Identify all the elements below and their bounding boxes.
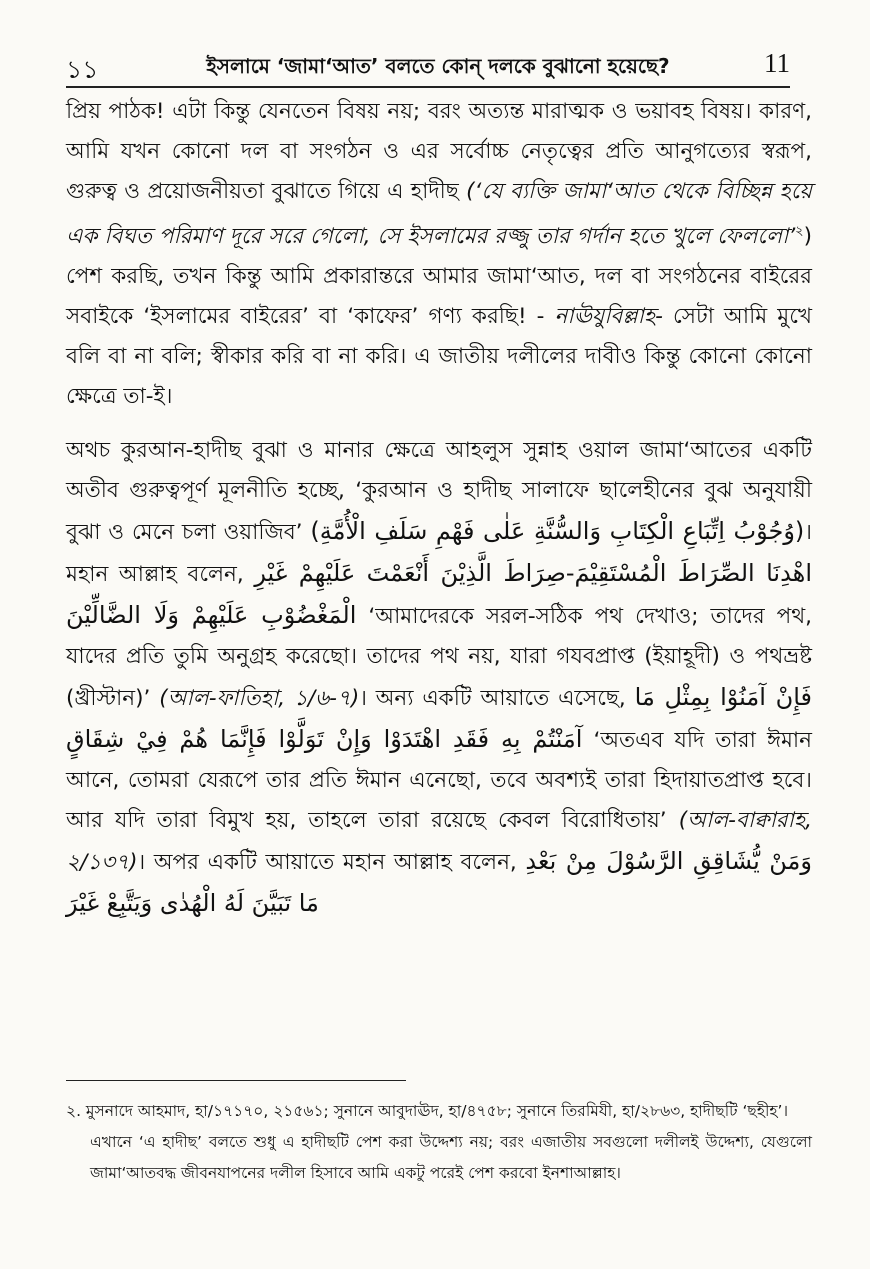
footnote-2-continued: এখানে ‘এ হাদীছ’ বলতে শুধু এ হাদীছটি পেশ করা উদ্দেশ্য নয়; বরং এজাতীয় সবগুলো দলীলই উদ্দেশ্য, যেগুলো জামা‘আতবদ্ধ জীবনযাপনের দলীল হিসাবে আমি একটু পরেই পেশ করবো ইনশাআল্লাহ। xyxy=(90,1133,812,1182)
paragraph-1 xyxy=(66,92,812,417)
page-number-bengali: ১১ xyxy=(66,55,99,84)
page-number-english: 11 xyxy=(764,48,790,78)
footnote-ref: ২ xyxy=(795,224,804,239)
arabic-verse: فَإِنْ آمَنُوْا بِمِثْلِ مَا آمَنْتُمْ بِهِ فَقَدِ اهْتَدَوْا وَإِنْ تَوَلَّوْا فَإِنَّمَا هُمْ فِيْ شِقَاقٍ xyxy=(66,683,812,754)
page-header xyxy=(66,44,790,84)
hadith-quote: (‘যে ব্যক্তি জামা‘আত থেকে বিচ্ছিন্ন হয়ে এক বিঘত পরিমাণ দূরে সরে গেলো, সে ইসলামের রজ্জু তার গর্দান হতে খুলে ফেললো’ xyxy=(66,179,813,250)
footnotes xyxy=(66,1096,812,1189)
running-title: ইসলামে ‘জামা‘আত’ বলতে কোন্ দলকে বুঝানো হয়েছে? xyxy=(206,54,670,78)
text-run: । অপর একটি আয়াতে মহান আল্লাহ বলেন, xyxy=(137,850,526,876)
verse-translation: ‘অতএব যদি তারা ঈমান আনে, তোমরা যেরূপে তার প্রতি ঈমান এনেছো, তবে অবশ্যই তারা হিদায়াতপ্রাপ্ত হবে। আর যদি তারা বিমুখ হয়, তাহলে তারা রয়েছে কেবল বিরোধিতায়’ xyxy=(66,728,812,834)
verse-reference: (আল-বাক্বারাহ, ২/১৩৭) xyxy=(66,808,812,876)
text-run: । অন্য একটি আয়াতে এসেছে, xyxy=(359,686,635,712)
text-run: ) পেশ করছি, তখন কিন্তু আমি প্রকারান্তরে আমার জামা‘আত, দল বা সংগঠনের বাইরের সবাইকে ‘ইসলামের বাইরের’ বা ‘কাফের’ গণ্য করছি! - xyxy=(66,224,812,330)
verse-reference: (আল-ফাতিহা, ১/৬-৭) xyxy=(159,686,360,712)
arabic-verse: اهْدِنَا الصِّرَاطَ الْمُسْتَقِيْمَ-صِرَاطَ الَّذِيْنَ أَنْعَمْتَ عَلَيْهِمْ غَيْرِ الْمَغْضُوْبِ عَلَيْهِمْ وَلَا الضَّالِّيْنَ xyxy=(66,559,812,630)
footnote-divider xyxy=(66,1080,406,1081)
header-divider xyxy=(66,86,790,88)
arabic-verse: وَمَنْ يُّشَاقِقِ الرَّسُوْلَ مِنْ بَعْدِ مَا تَبَيَّنَ لَهُ الْهُدٰى وَيَتَّبِعْ غَيْرَ xyxy=(66,847,812,918)
text-run: সেটা আমি মুখে বলি বা না বলি; স্বীকার করি বা না করি। এ জাতীয় দলীলের দাবীও কিন্তু কোনো কোনো ক্ষেত্রে তা-ই। xyxy=(66,304,812,410)
paragraph-2 xyxy=(66,431,812,925)
italic-phrase: নাঊযুবিল্লাহ- xyxy=(554,304,663,330)
main-text xyxy=(66,92,812,939)
text-run: অথচ কুরআন-হাদীছ বুঝা ও মানার ক্ষেত্রে আহলুস সুন্নাহ ওয়াল জামা‘আতের একটি অতীব গুরুত্বপূর্ণ মূলনীতি হচ্ছে, ‘কুরআন ও হাদীছ সালাফে ছালেহীনের বুঝ অনুযায়ী বুঝা ও মেনে চলা ওয়াজিব’ xyxy=(66,438,812,546)
text-run: । মহান আল্লাহ বলেন, xyxy=(66,520,812,588)
text-run: প্রিয় পাঠক! এটা কিন্তু যেনতেন বিষয় নয়; বরং অত্যন্ত মারাত্মক ও ভয়াবহ বিষয়। কারণ, আমি যখন কোনো দল বা সংগঠন ও এর সর্বোচ্চ নেতৃত্বের প্রতি আনুগত্যের স্বরূপ, গুরুত্ব ও প্রয়োজনীয়তা বুঝাতে গিয়ে এ হাদীছ xyxy=(66,99,812,204)
footnote-2: ২. মুসনাদে আহমাদ, হা/১৭১৭০, ২১৫৬১; সুনানে আবুদাঊদ, হা/৪৭৫৮; সুনানে তিরমিযী, হা/২৮৬৩, হাদীছটি ‘ছহীহ’। xyxy=(66,1102,789,1120)
arabic-phrase: (وُجُوْبُ اِتِّبَاعِ الْكِتَابِ وَالسُّنَّةِ عَلٰى فَهْمِ سَلَفِ الْأُمَّةِ) xyxy=(310,517,805,546)
verse-translation: ‘আমাদেরকে সরল-সঠিক পথ দেখাও; তাদের পথ, যাদের প্রতি তুমি অনুগ্রহ করেছো। তাদের পথ নয়, যারা গযবপ্রাপ্ত (ইয়াহূদী) ও পথভ্রষ্ট (খ্রীস্টান)’ xyxy=(66,604,812,712)
